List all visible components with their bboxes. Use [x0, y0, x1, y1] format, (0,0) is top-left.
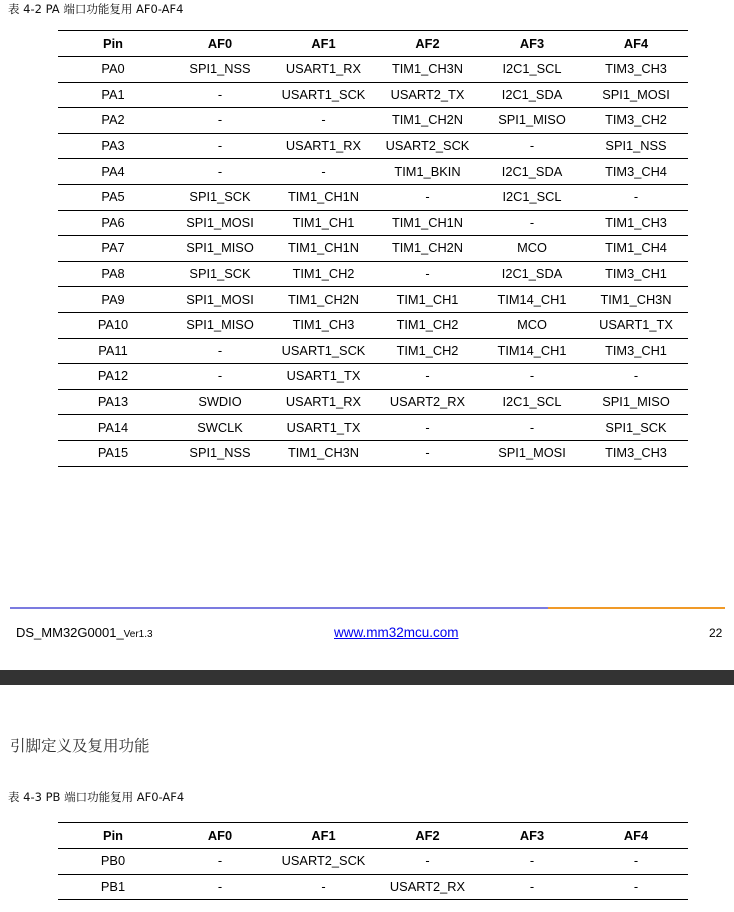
cell-pin: PA4 [101, 163, 125, 179]
cell-af3: I2C1_SCL [502, 394, 562, 410]
cell-af0: - [217, 138, 223, 154]
cell-af2: - [425, 445, 430, 461]
cell-af0: SPI1_MISO [186, 317, 254, 333]
cell-af2: USART2_TX [390, 86, 465, 102]
cell-af1: TIM1_CH1N [287, 240, 360, 256]
cell-af2: TIM1_CH2 [396, 342, 459, 358]
cell-af1: - [321, 163, 326, 179]
table-header-row [58, 31, 688, 57]
cell-af2: USART2_SCK [385, 138, 470, 154]
column-header-pin: Pin [103, 35, 123, 51]
column-header-af0: AF0 [207, 827, 233, 843]
cell-af3: - [529, 214, 535, 230]
cell-af3: I2C1_SCL [502, 189, 562, 205]
column-header-af0: AF0 [207, 35, 233, 51]
cell-af3: SPI1_MOSI [498, 445, 566, 461]
table-row-pa6 [58, 211, 688, 237]
cell-af1: TIM1_CH3 [292, 317, 355, 333]
cell-af4: - [633, 878, 639, 894]
cell-af1: USART1_SCK [281, 342, 366, 358]
cell-pin: PA5 [101, 189, 125, 205]
cell-af2: TIM1_CH2 [396, 317, 459, 333]
cell-af0: - [217, 342, 223, 358]
cell-af3: - [529, 368, 535, 384]
cell-af0: SPI1_NSS [189, 445, 251, 461]
table-row-pa1 [58, 83, 688, 109]
cell-af3: I2C1_SDA [501, 86, 563, 102]
column-header-af4: AF4 [623, 35, 649, 51]
column-header-af1: AF1 [311, 827, 336, 843]
table-row-pa12 [58, 364, 688, 390]
table-row-pa9 [58, 287, 688, 313]
footer-rule-right [548, 607, 725, 609]
cell-af2: - [425, 853, 430, 869]
column-header-af4: AF4 [623, 827, 649, 843]
cell-af4: SPI1_MISO [602, 394, 670, 410]
table-row-pb1 [58, 875, 688, 901]
cell-af1: USART1_TX [286, 368, 361, 384]
cell-pin: PA9 [101, 291, 125, 307]
footer-doc-code: DS_MM32G0001_ [16, 625, 124, 640]
cell-af0: - [217, 86, 223, 102]
cell-af2: TIM1_BKIN [394, 163, 461, 179]
cell-af4: TIM3_CH2 [605, 112, 667, 128]
cell-af4: - [633, 368, 639, 384]
cell-af0: - [217, 853, 223, 869]
cell-af1: USART1_RX [285, 394, 362, 410]
table-row-pb0 [58, 849, 688, 875]
cell-af4: TIM3_CH4 [605, 163, 667, 179]
cell-af3: TIM14_CH1 [497, 291, 567, 307]
cell-af4: - [633, 853, 639, 869]
cell-af3: - [529, 878, 535, 894]
column-header-af2: AF2 [415, 827, 440, 843]
cell-af0: SWCLK [197, 419, 243, 435]
cell-af1: TIM1_CH2N [287, 291, 360, 307]
pb-alternate-function-table [58, 822, 688, 900]
cell-pin: PA12 [97, 368, 129, 384]
table-header-row [58, 823, 688, 849]
cell-af3: I2C1_SDA [501, 163, 563, 179]
footer-website-link[interactable]: www.mm32mcu.com [334, 625, 459, 640]
cell-pin: PA3 [101, 138, 125, 154]
cell-af4: TIM1_CH4 [605, 240, 667, 256]
cell-af4: USART1_TX [599, 317, 673, 333]
cell-af0: - [217, 368, 223, 384]
cell-af1: TIM1_CH2 [292, 266, 355, 282]
cell-af2: USART2_RX [389, 878, 466, 894]
footer-version: Ver1.3 [123, 629, 153, 640]
footer-rule-left [10, 607, 548, 609]
column-header-af2: AF2 [415, 35, 440, 51]
cell-af0: SPI1_SCK [189, 189, 251, 205]
column-header-af3: AF3 [519, 35, 545, 51]
table-row-pa15 [58, 441, 688, 467]
cell-af3: - [529, 419, 535, 435]
cell-af2: TIM1_CH2N [391, 112, 464, 128]
cell-pin: PB1 [100, 878, 126, 894]
table-row-pa7 [58, 236, 688, 262]
cell-af3: I2C1_SCL [502, 61, 562, 77]
cell-af4: TIM3_CH3 [605, 445, 667, 461]
table-row-pa10 [58, 313, 688, 339]
table-caption-pa: 表 4-2 PA 端口功能复用 AF0-AF4 [8, 2, 184, 16]
cell-af2: - [425, 266, 430, 282]
cell-pin: PA7 [101, 240, 125, 256]
column-header-pin: Pin [103, 827, 123, 843]
cell-af0: - [217, 163, 223, 179]
cell-af0: SPI1_MOSI [186, 214, 254, 230]
column-header-af1: AF1 [311, 35, 336, 51]
table-row-pa11 [58, 339, 688, 365]
cell-af2: TIM1_CH2N [391, 240, 464, 256]
table-row-pa2 [58, 108, 688, 134]
cell-pin: PA2 [101, 112, 125, 128]
cell-af3: I2C1_SDA [501, 266, 563, 282]
cell-af4: SPI1_NSS [605, 138, 667, 154]
cell-af1: TIM1_CH1N [287, 189, 360, 205]
footer-document-id [16, 625, 153, 643]
cell-af1: TIM1_CH1 [292, 214, 355, 230]
cell-pin: PB0 [100, 853, 126, 869]
cell-af0: SPI1_NSS [189, 61, 251, 77]
cell-af1: USART1_SCK [281, 86, 366, 102]
cell-af1: - [321, 878, 326, 894]
cell-pin: PA10 [97, 317, 129, 333]
cell-pin: PA13 [97, 394, 129, 410]
table-row-pa4 [58, 159, 688, 185]
cell-af2: TIM1_CH3N [391, 61, 464, 77]
cell-af2: TIM1_CH1 [396, 291, 459, 307]
cell-af4: TIM3_CH1 [605, 342, 667, 358]
column-header-af3: AF3 [519, 827, 545, 843]
cell-af2: - [425, 419, 430, 435]
cell-af3: MCO [517, 240, 547, 256]
cell-pin: PA6 [101, 214, 125, 230]
cell-pin: PA15 [97, 445, 129, 461]
cell-af4: TIM3_CH3 [605, 61, 667, 77]
table-row-pa14 [58, 415, 688, 441]
cell-af0: SWDIO [198, 394, 242, 410]
cell-pin: PA8 [101, 266, 125, 282]
cell-pin: PA14 [97, 419, 129, 435]
cell-af3: - [529, 138, 535, 154]
cell-af4: TIM1_CH3 [605, 214, 667, 230]
table-row-pa8 [58, 262, 688, 288]
cell-af3: MCO [517, 317, 547, 333]
cell-af4: TIM1_CH3N [600, 291, 672, 307]
cell-af0: - [217, 112, 223, 128]
table-row-pa3 [58, 134, 688, 160]
cell-af2: TIM1_CH1N [391, 214, 464, 230]
cell-af2: USART2_RX [389, 394, 466, 410]
cell-af1: USART1_RX [285, 61, 362, 77]
cell-af4: SPI1_SCK [605, 419, 667, 435]
cell-af1: USART1_RX [285, 138, 362, 154]
cell-pin: PA1 [101, 86, 125, 102]
table-row-pa0 [58, 57, 688, 83]
table-row-pa13 [58, 390, 688, 416]
cell-pin: PA11 [98, 342, 128, 358]
cell-af1: USART2_SCK [281, 853, 366, 869]
pa-alternate-function-table [58, 30, 688, 467]
cell-af1: TIM1_CH3N [287, 445, 360, 461]
cell-af2: - [425, 368, 430, 384]
cell-af0: SPI1_MOSI [186, 291, 254, 307]
cell-af4: - [633, 189, 639, 205]
section-title: 引脚定义及复用功能 [10, 737, 150, 755]
cell-af3: - [529, 853, 535, 869]
cell-af1: USART1_TX [286, 419, 361, 435]
cell-af3: SPI1_MISO [498, 112, 566, 128]
footer-page-number: 22 [709, 626, 723, 640]
cell-af0: SPI1_SCK [189, 266, 251, 282]
cell-af0: SPI1_MISO [186, 240, 254, 256]
cell-pin: PA0 [101, 61, 125, 77]
cell-af0: - [217, 878, 223, 894]
cell-af1: - [321, 112, 326, 128]
cell-af3: TIM14_CH1 [497, 342, 567, 358]
page-break-band [0, 670, 734, 685]
cell-af4: SPI1_MOSI [602, 86, 670, 102]
table-row-pa5 [58, 185, 688, 211]
table-caption-pb: 表 4-3 PB 端口功能复用 AF0-AF4 [8, 790, 185, 804]
cell-af2: - [425, 189, 430, 205]
cell-af4: TIM3_CH1 [605, 266, 667, 282]
